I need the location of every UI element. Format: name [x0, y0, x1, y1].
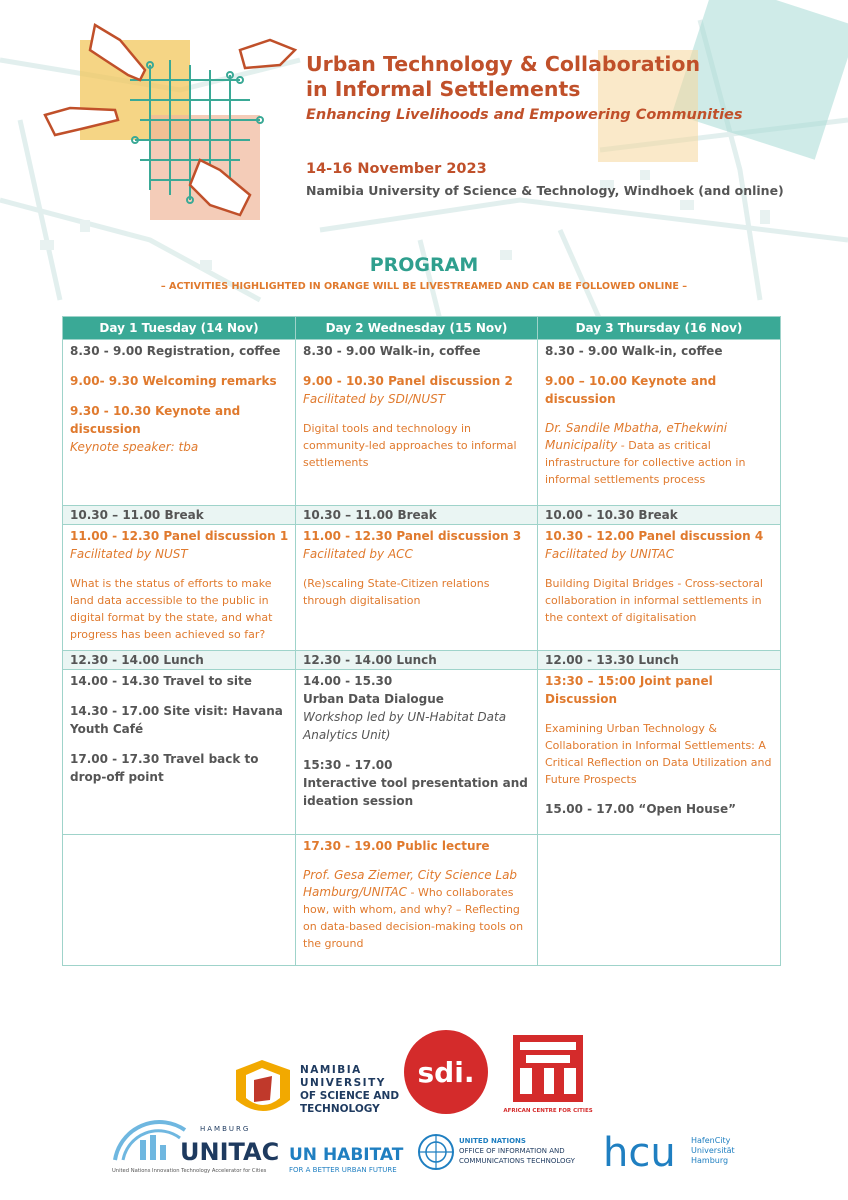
panel2-title: 9.00 - 10.30 Panel discussion 2 [303, 374, 513, 388]
keynote-item [70, 402, 289, 456]
travel-back-item: 17.00 - 17.30 Travel back to drop-off point [70, 752, 259, 784]
tool-item [303, 756, 531, 810]
hcu-logo [603, 1130, 735, 1176]
event-dates: 14-16 November 2023 [306, 161, 487, 177]
header-illustration [40, 20, 300, 230]
public-lecture-detail [303, 867, 531, 952]
break-row [63, 506, 781, 525]
unoict-line2: OFFICE OF INFORMATION AND [459, 1147, 565, 1155]
event-title-line2: in Informal Settlements [306, 77, 581, 101]
panel3-facilitator: Facilitated by ACC [303, 547, 413, 561]
event-venue: Namibia University of Science & Technology, Windhoek (and online) [306, 183, 784, 198]
event-title-line1: Urban Technology & Collaboration [306, 52, 701, 76]
public-lecture-title: 17.30 - 19.00 Public lecture [303, 839, 490, 853]
panel2-topic: Digital tools and technology in community-led approaches to informal settlements [303, 422, 517, 469]
hcu-name-line2: Universität [691, 1146, 735, 1155]
panel2-item [303, 372, 531, 408]
evening-row [63, 835, 781, 966]
nust-line1: NAMIBIA [300, 1064, 362, 1076]
day3-lunch: 12.00 - 13.30 Lunch [538, 651, 781, 670]
open-house-item: 15.00 - 17.00 “Open House” [545, 802, 736, 816]
lecture-topic: - Who collaborates how, with whom, and why? – Reflecting on data-based decision-making tools on the ground [303, 886, 524, 950]
day2-midday-cell [296, 525, 538, 651]
keynote-speaker-topic [545, 420, 774, 488]
dialogue-workshop: Workshop led by UN-Habitat Data Analytics Unit) [303, 710, 507, 742]
afternoon-row [63, 670, 781, 835]
panel2-facilitator: Facilitated by SDI/NUST [303, 392, 446, 406]
unitac-text: UNITAC [180, 1138, 280, 1166]
site-visit-item: 14.30 - 17.00 Site visit: Havana Youth Café [70, 704, 283, 736]
unitac-caption: United Nations Innovation Technology Accelerator for Cities [112, 1168, 267, 1174]
walkin-item: 8.30 - 9.00 Walk-in, coffee [545, 344, 723, 358]
day1-morning-cell [63, 340, 296, 506]
unhabitat-tagline: FOR A BETTER URBAN FUTURE [289, 1166, 397, 1174]
acc-logo [503, 1035, 592, 1114]
day3-afternoon-cell [538, 670, 781, 835]
panel1-title: 11.00 - 12.30 Panel discussion 1 [70, 529, 289, 543]
panel4-item [545, 527, 774, 563]
nust-line3: OF SCIENCE AND [300, 1090, 400, 1102]
registration-item: 8.30 - 9.00 Registration, coffee [70, 344, 281, 358]
travel-item: 14.00 - 14.30 Travel to site [70, 674, 252, 688]
acc-text: AFRICAN CENTRE FOR CITIES [503, 1108, 593, 1114]
panel1-item [70, 527, 289, 563]
day2-break: 10.30 – 11.00 Break [296, 506, 538, 525]
day2-afternoon-cell [296, 670, 538, 835]
lecture-speaker: Prof. Gesa Ziemer, City Science Lab Hamburg/UNITAC [303, 868, 518, 899]
nust-logo [236, 1060, 399, 1115]
unhabitat-logo [289, 1145, 404, 1174]
tool-time: 15:30 - 17.00 [303, 758, 393, 772]
un-oict-logo [419, 1135, 576, 1169]
unoict-line1: UNITED NATIONS [459, 1137, 526, 1145]
lunch-row [63, 651, 781, 670]
livestream-note: – ACTIVITIES HIGHLIGHTED IN ORANGE WILL BE LIVESTREAMED AND CAN BE FOLLOWED ONLINE – [160, 281, 688, 292]
tool-title: Interactive tool presentation and ideation session [303, 776, 528, 808]
day1-header: Day 1 Tuesday (14 Nov) [63, 317, 296, 340]
unoict-line3: COMMUNICATIONS TECHNOLOGY [459, 1157, 575, 1165]
hcu-name-line3: Hamburg [691, 1156, 729, 1165]
welcome-item: 9.00- 9.30 Welcoming remarks [70, 374, 277, 388]
day3-midday-cell [538, 525, 781, 651]
sdi-logo [404, 1030, 488, 1114]
hcu-text: hcu [603, 1130, 676, 1176]
keynote-topic: - Data as critical infrastructure for collective action in informal settlements process [545, 439, 746, 486]
hcu-name-line1: HafenCity [691, 1136, 731, 1145]
day1-midday-cell [63, 525, 296, 651]
keynote-item: 9.00 – 10.00 Keynote and discussion [545, 374, 717, 406]
event-subtitle: Enhancing Livelihoods and Empowering Communities [306, 107, 743, 123]
sdi-text: sdi. [417, 1056, 475, 1089]
unhabitat-text: UN HABITAT [289, 1145, 404, 1165]
partner-logos [0, 1020, 848, 1200]
day3-morning-cell [538, 340, 781, 506]
day2-lunch: 12.30 - 14.00 Lunch [296, 651, 538, 670]
panel4-title: 10.30 - 12.00 Panel discussion 4 [545, 529, 764, 543]
day1-lunch: 12.30 - 14.00 Lunch [63, 651, 296, 670]
panel3-item [303, 527, 531, 563]
dialogue-title: Urban Data Dialogue [303, 692, 444, 706]
panel3-topic: (Re)scaling State-Citizen relations through digitalisation [303, 577, 490, 607]
unitac-hamburg: HAMBURG [200, 1125, 251, 1133]
midday-row [63, 525, 781, 651]
morning-row [63, 340, 781, 506]
day2-evening-cell [296, 835, 538, 966]
keynote-title: 9.30 - 10.30 Keynote and discussion [70, 404, 241, 436]
dialogue-item [303, 672, 531, 744]
panel3-title: 11.00 - 12.30 Panel discussion 3 [303, 529, 522, 543]
keynote-speaker: Dr. Sandile Mbatha, eThekwini Municipality [545, 421, 728, 452]
panel4-facilitator: Facilitated by UNITAC [545, 547, 675, 561]
day3-evening-cell [538, 835, 781, 966]
nust-line2: UNIVERSITY [300, 1077, 386, 1089]
day3-header: Day 3 Thursday (16 Nov) [538, 317, 781, 340]
table-header-row [63, 317, 781, 340]
program-heading: PROGRAM [369, 254, 479, 276]
day1-evening-cell [63, 835, 296, 966]
panel1-topic: What is the status of efforts to make land data accessible to the public in digital format by the state, and what progress has been achieved so far? [70, 577, 273, 641]
walkin-item: 8.30 - 9.00 Walk-in, coffee [303, 344, 481, 358]
dialogue-time: 14.00 - 15.30 [303, 674, 393, 688]
day1-afternoon-cell [63, 670, 296, 835]
joint-panel-topic: Examining Urban Technology & Collaboration in Informal Settlements: A Critical Reflection on Data Utilization and Future Prospects [545, 722, 772, 786]
panel4-topic: Building Digital Bridges - Cross-sectoral collaboration in informal settlements in the context of digitalisation [545, 577, 763, 624]
unitac-logo [112, 1122, 279, 1174]
day3-break: 10.00 - 10.30 Break [538, 506, 781, 525]
keynote-speaker: Keynote speaker: tba [70, 440, 199, 454]
program-table [62, 316, 781, 966]
day1-break: 10.30 – 11.00 Break [63, 506, 296, 525]
day2-morning-cell [296, 340, 538, 506]
day2-header: Day 2 Wednesday (15 Nov) [296, 317, 538, 340]
joint-panel-title: 13:30 – 15:00 Joint panel Discussion [545, 674, 713, 706]
header-title-block [306, 52, 826, 198]
panel1-facilitator: Facilitated by NUST [70, 547, 188, 561]
nust-line4: TECHNOLOGY [300, 1103, 380, 1115]
